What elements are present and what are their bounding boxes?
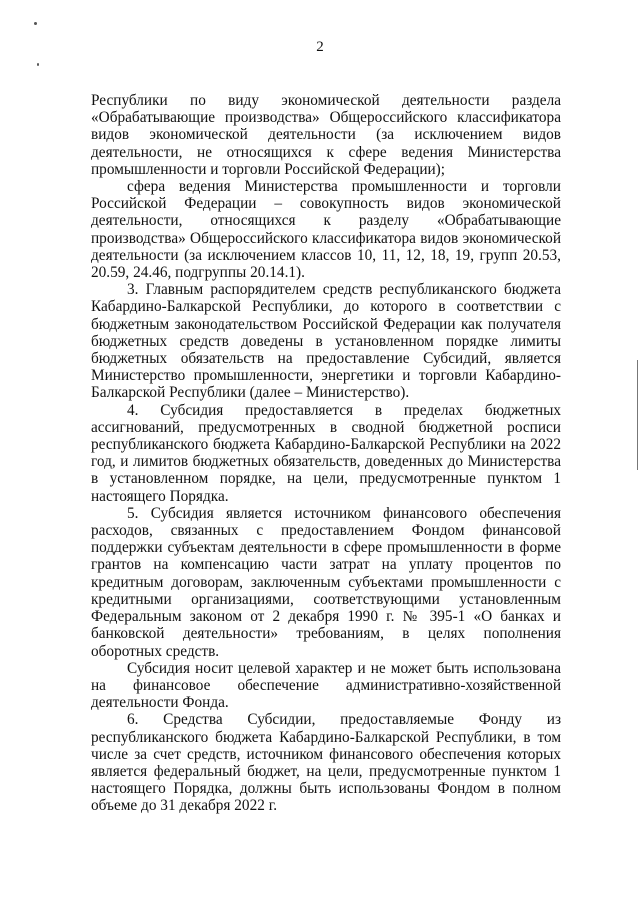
- paragraph-clause-6: 6. Средства Субсидии, предоставляемые Фонду из республиканского бюджета Кабардино-Балкарской Республики, в том числе за счет средств, источником финансового обеспечения которых является федеральный бюджет, на цели, предусмотренные пунктом 1 настоящего Порядка, должны быть использованы Фондом в полном объеме до 31 декабря 2022 г.: [91, 711, 561, 815]
- scan-speck: [37, 63, 39, 66]
- paragraph-continuation: Республики по виду экономической деятельности раздела «Обрабатывающие производства» Общероссийского классификатора видов экономической деятельности (за исключением видов деятельности, не относящихся к сфере ведения Министерства промышленности и торговли Российской Федерации);: [91, 92, 561, 178]
- document-body: [91, 92, 561, 815]
- paragraph-clause-5: 5. Субсидия является источником финансового обеспечения расходов, связанных с предоставлением Фондом финансовой поддержки субъектам деятельности в сфере промышленности в форме грантов на компенсацию части затрат на уплату процентов по кредитным договорам, заключенным субъектами промышленности с кредитными организациями, соответствующими установленным Федеральным законом от 2 декабря 1990 г. № 395-1 «О банках и банковской деятельности» требованиям, в целях пополнения оборотных средств.: [91, 504, 561, 660]
- paragraph-clause-5-note: Субсидия носит целевой характер и не может быть использована на финансовое обеспечение административно-хозяйственной деятельности Фонда.: [91, 659, 561, 712]
- paragraph-clause-3: 3. Главным распорядителем средств республиканского бюджета Кабардино-Балкарской Республики, до которого в соответствии с бюджетным законодательством Российской Федерации как получателя бюджетных средств доведены в установленном порядке лимиты бюджетных обязательств на предоставление Субсидий, является Министерство промышленности, энергетики и торговли Кабардино-Балкарской Республики (далее – Министерство).: [91, 281, 561, 402]
- scan-speck: [34, 22, 37, 25]
- paragraph-definition: сфера ведения Министерства промышленности и торговли Российской Федерации – совокупность видов экономической деятельности, относящихся к разделу «Обрабатывающие производства» Общероссийского классификатора видов экономической деятельности (за исключением классов 10, 11, 12, 18, 19, групп 20.53, 20.59, 24.46, подгруппы 20.14.1).: [91, 178, 561, 282]
- scan-edge-mark: [637, 360, 638, 470]
- page-number: 2: [316, 39, 324, 55]
- paragraph-clause-4: 4. Субсидия предоставляется в пределах бюджетных ассигнований, предусмотренных в сводной бюджетной росписи республиканского бюджета Кабардино-Балкарской Республики на 2022 год, и лимитов бюджетных обязательств, доведенных до Министерства в установленном порядке, на цели, предусмотренные пунктом 1 настоящего Порядка.: [91, 401, 561, 505]
